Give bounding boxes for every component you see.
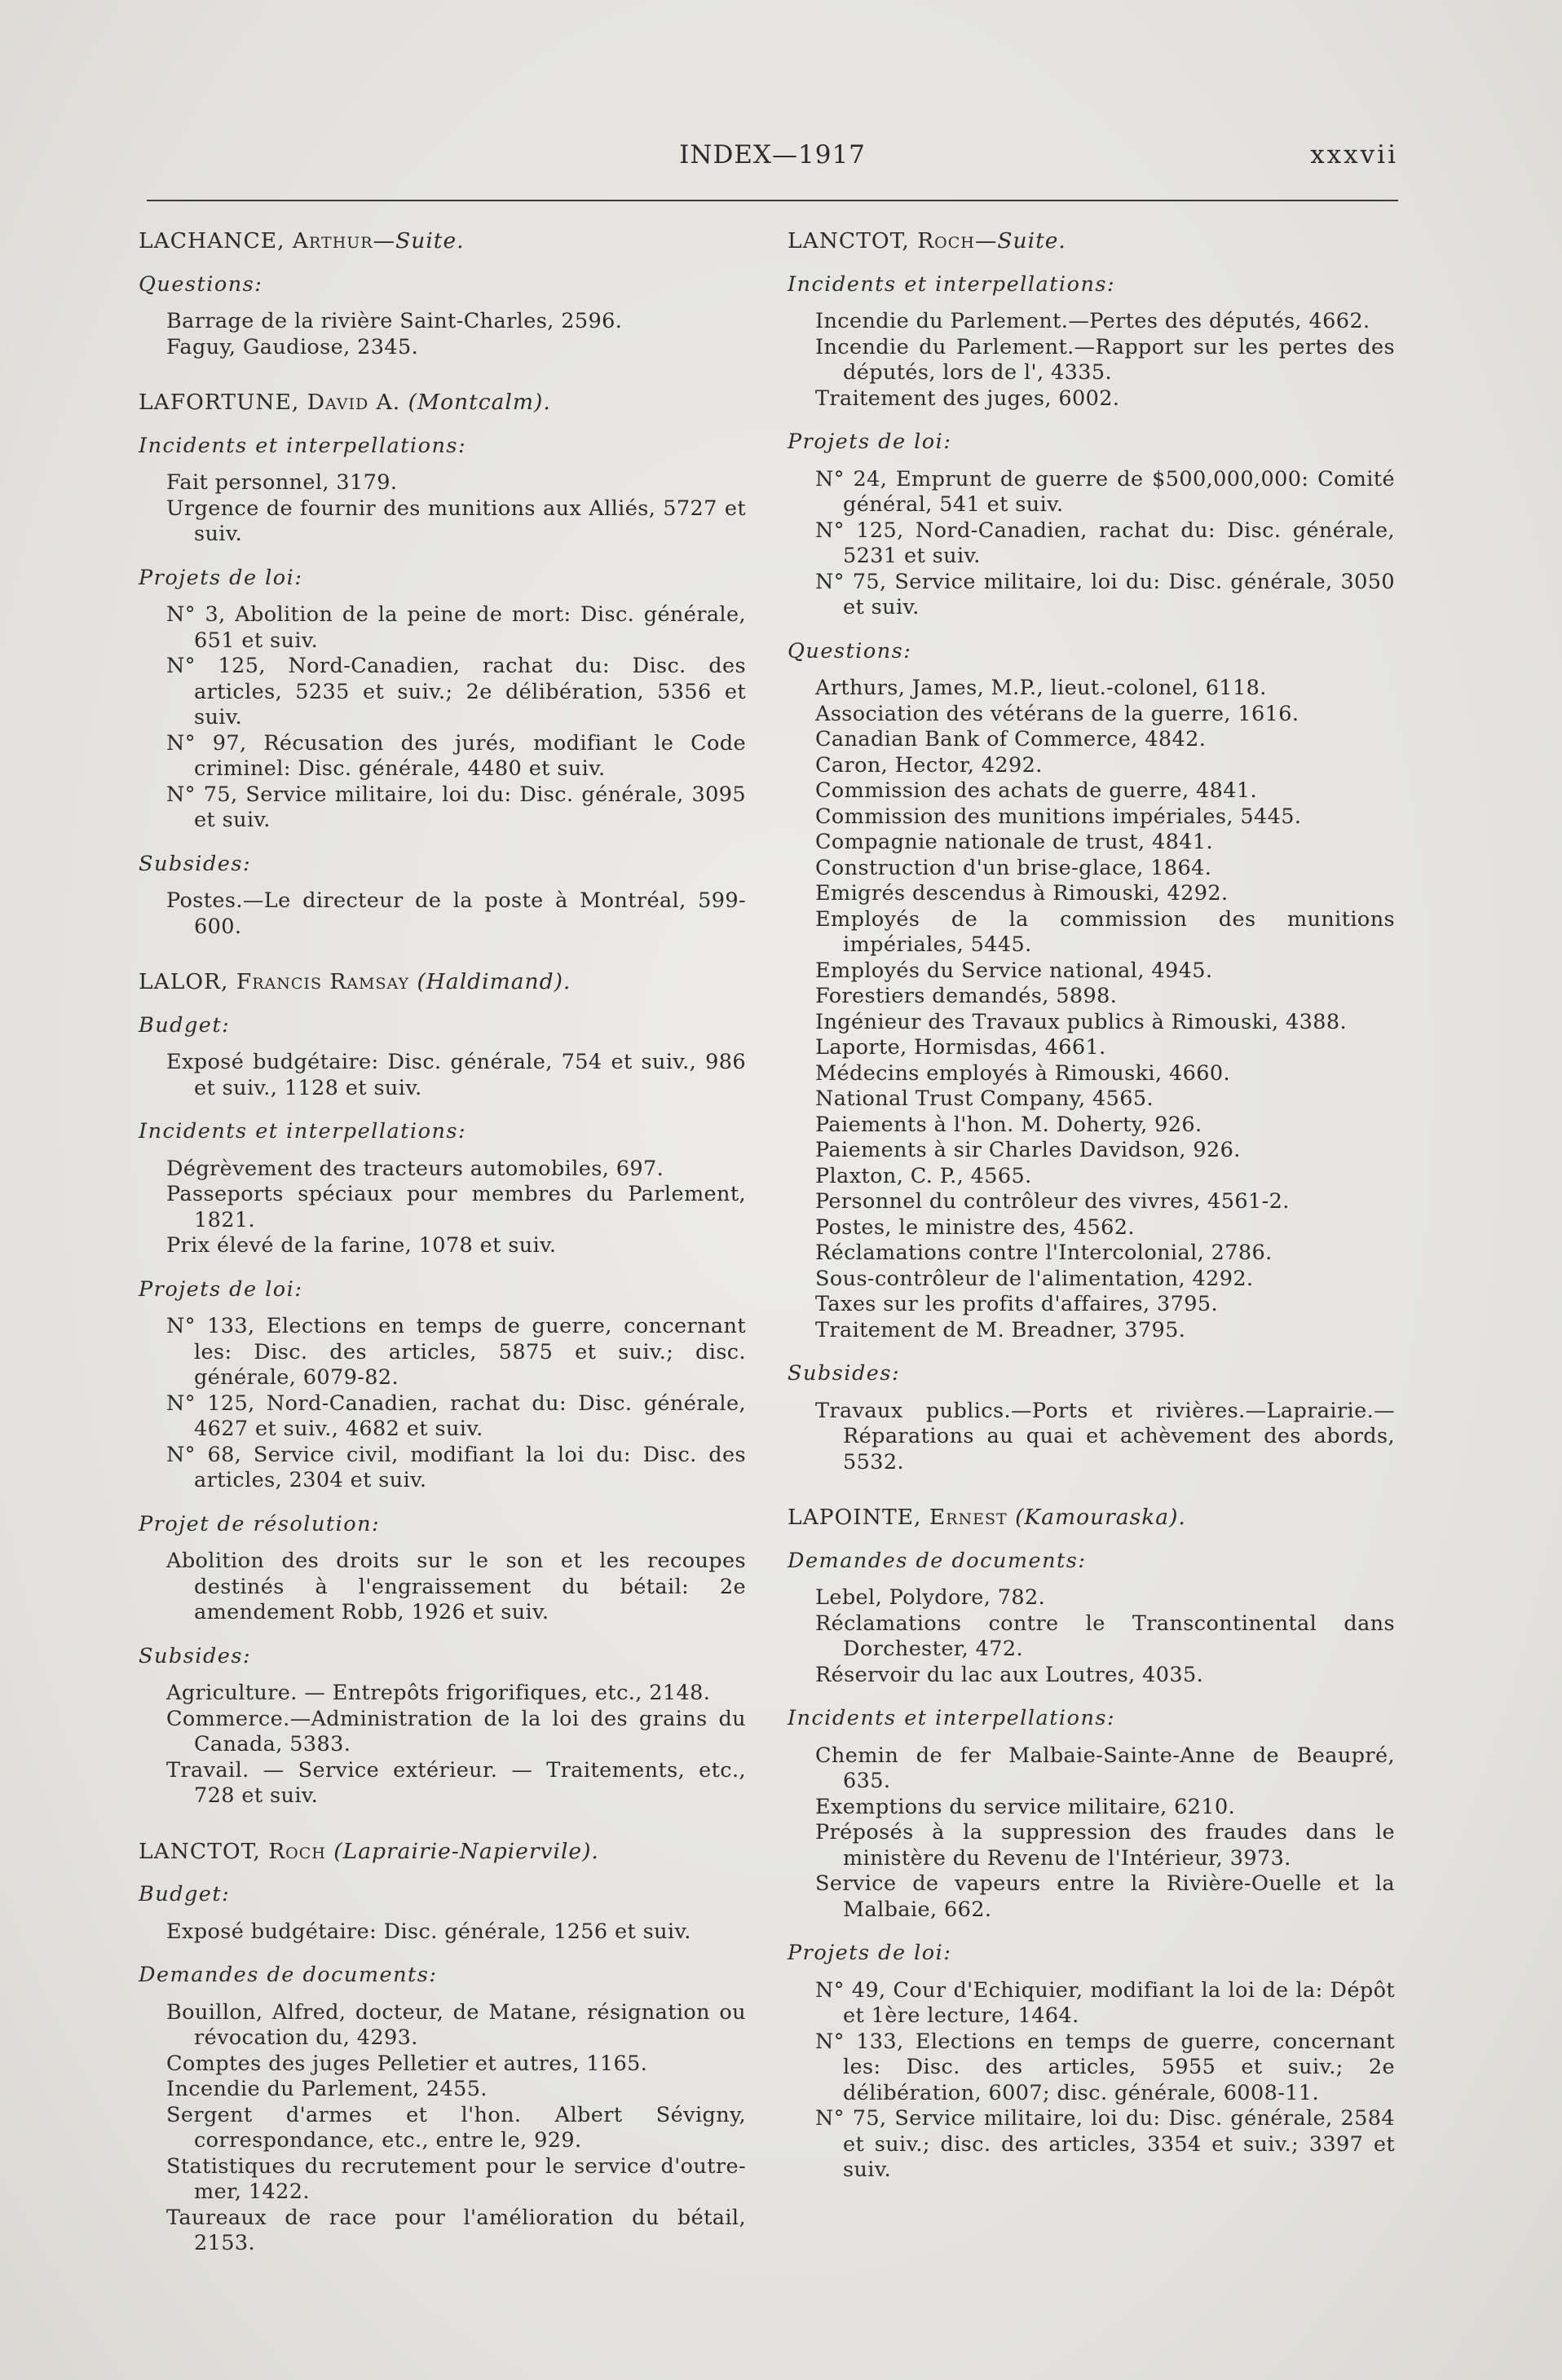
category-label: Budget: — [139, 1882, 231, 1906]
category-label: Demandes de documents: — [788, 1548, 1087, 1573]
index-entry: Paiements à l'hon. M. Doherty, 926. — [815, 1112, 1202, 1137]
index-entry: Paiements à sir Charles Davidson, 926. — [815, 1138, 1241, 1162]
index-entry: Urgence de fournir des munitions aux Alliés, 5727 et suiv. — [166, 496, 746, 546]
category-label: Projets de loi: — [139, 1276, 303, 1302]
index-entry: N° 133, Elections en temps de guerre, concernant les: Disc. des articles, 5955 et suiv.; 2e délibération, 6007; disc. générale, 6008-11. — [815, 2029, 1395, 2105]
index-entry: Taureaux de race pour l'amélioration du bétail, 2153. — [166, 2205, 746, 2255]
member-suffix: Suite. — [395, 228, 465, 253]
index-entry: N° 75, Service militaire, loi du: Disc. générale, 2584 et suiv.; disc. des articles, 3354 et suiv.; 3397 et suiv. — [815, 2106, 1395, 2182]
index-entry: Construction d'un brise-glace, 1864. — [815, 855, 1212, 880]
index-entry: Fait personnel, 3179. — [166, 470, 398, 495]
index-entry: Lebel, Polydore, 782. — [815, 1585, 1046, 1610]
index-entry: N° 68, Service civil, modifiant la loi du: Disc. des articles, 2304 et suiv. — [166, 1442, 746, 1492]
category-label: Questions: — [788, 638, 912, 663]
index-entry: Canadian Bank of Commerce, 4842. — [815, 727, 1207, 751]
category-label: Incidents et interpellations: — [139, 433, 467, 458]
right-column — [788, 228, 1395, 2184]
page-header — [147, 140, 1398, 181]
category-label: Incidents et interpellations: — [788, 1706, 1116, 1730]
index-entry: Agriculture. — Entrepôts frigorifiques, etc., 2148. — [166, 1681, 711, 1705]
category-label: Projets de loi: — [139, 565, 303, 590]
index-entry: Médecins employés à Rimouski, 4660. — [815, 1060, 1230, 1086]
category-label: Subsides: — [788, 1361, 901, 1386]
index-entry: Dégrèvement des tracteurs automobiles, 697. — [166, 1156, 664, 1181]
index-entry: Forestiers demandés, 5898. — [815, 984, 1118, 1008]
index-entry: N° 24, Emprunt de guerre de $500,000,000: Comité général, 541 et suiv. — [815, 466, 1395, 517]
index-entry: Prix élevé de la farine, 1078 et suiv. — [166, 1233, 557, 1258]
index-entry: Ingénieur des Travaux publics à Rimouski, 4388. — [815, 1009, 1348, 1034]
index-section — [139, 390, 746, 940]
index-entry: Incendie du Parlement, 2455. — [166, 2077, 488, 2101]
index-entry: Abolition des droits sur le son et les recoupes destinés à l'engraissement du bétail: 2e amendement Robb, 1926 et suiv. — [166, 1549, 746, 1624]
member-riding: (Montcalm). — [408, 390, 551, 415]
category-label: Projet de résolution: — [139, 1511, 381, 1536]
index-entry: Bouillon, Alfred, docteur, de Matane, résignation ou révocation du, 4293. — [166, 1999, 746, 2050]
index-entry: N° 49, Cour d'Echiquier, modifiant la loi de la: Dépôt et 1ère lecture, 1464. — [815, 1977, 1395, 2028]
index-entry: N° 97, Récusation des jurés, modifiant le Code criminel: Disc. générale, 4480 et suiv. — [166, 730, 746, 781]
index-section — [788, 228, 1395, 1475]
index-entry: Incendie du Parlement.—Pertes des députés, 4662. — [815, 309, 1370, 333]
index-entry: Sous-contrôleur de l'alimentation, 4292. — [815, 1266, 1254, 1291]
index-entry: Passeports spéciaux pour membres du Parlement, 1821. — [166, 1182, 746, 1232]
left-column — [139, 228, 746, 2257]
category-label: Projets de loi: — [788, 430, 952, 454]
index-entry: Traitement de M. Breadner, 3795. — [815, 1317, 1186, 1342]
member-heading — [139, 390, 746, 416]
index-entry: Faguy, Gaudiose, 2345. — [166, 334, 419, 359]
index-entry: Statistiques du recrutement pour le service d'outre-mer, 1422. — [166, 2153, 746, 2204]
member-riding: (Kamouraska). — [1015, 1505, 1186, 1530]
category-label: Incidents et interpellations: — [139, 1119, 467, 1144]
category-label: Subsides: — [139, 1643, 252, 1668]
category-label: Projets de loi: — [788, 1941, 952, 1965]
index-entry: Arthurs, James, M.P., lieut.-colonel, 6118. — [815, 676, 1267, 700]
index-entry: Sergent d'armes et l'hon. Albert Sévigny, correspondance, etc., entre le, 929. — [166, 2102, 746, 2153]
index-entry: Employés de la commission des munitions impériales, 5445. — [815, 906, 1395, 957]
index-entry: N° 125, Nord-Canadien, rachat du: Disc. des articles, 5235 et suiv.; 2e délibération, 5356 et suiv. — [166, 654, 746, 729]
index-section — [139, 228, 746, 360]
index-section — [139, 969, 746, 1809]
index-entry: Caron, Hector, 4292. — [815, 752, 1043, 778]
index-entry: Laporte, Hormisdas, 4661. — [815, 1035, 1106, 1060]
index-entry: Barrage de la rivière Saint-Charles, 2596. — [166, 309, 623, 333]
index-section — [788, 1505, 1395, 2184]
index-entry: Commerce.—Administration de la loi des grains du Canada, 5383. — [166, 1706, 746, 1756]
member-heading — [139, 969, 746, 995]
category-label: Subsides: — [139, 851, 252, 876]
index-entry: Exposé budgétaire: Disc. générale, 754 et suiv., 986 et suiv., 1128 et suiv. — [166, 1050, 746, 1100]
member-riding: (Haldimand). — [417, 969, 571, 994]
index-entry: N° 125, Nord-Canadien, rachat du: Disc. générale, 4627 et suiv., 4682 et suiv. — [166, 1391, 746, 1441]
index-entry: Réclamations contre le Transcontinental dans Dorchester, 472. — [815, 1611, 1395, 1661]
index-entry: Réclamations contre l'Intercolonial, 2786. — [815, 1241, 1273, 1265]
index-entry: N° 133, Elections en temps de guerre, concernant les: Disc. des articles, 5875 et suiv.; disc. générale, 6079-82. — [166, 1314, 746, 1390]
index-entry: Service de vapeurs entre la Rivière-Ouelle et la Malbaie, 662. — [815, 1871, 1395, 1922]
index-entry: Incendie du Parlement.—Rapport sur les pertes des députés, lors de l', 4335. — [815, 334, 1395, 385]
category-label: Demandes de documents: — [139, 1963, 438, 1987]
category-label: Budget: — [139, 1012, 231, 1038]
member-name: LANCTOT, Roch— — [788, 228, 998, 253]
index-entry: N° 3, Abolition de la peine de mort: Disc. générale, 651 et suiv. — [166, 602, 746, 653]
index-entry: Association des vétérans de la guerre, 1616. — [815, 701, 1299, 726]
index-entry: N° 75, Service militaire, loi du: Disc. générale, 3050 et suiv. — [815, 569, 1395, 619]
index-entry: Traitement des juges, 6002. — [815, 386, 1120, 411]
member-riding: (Laprairie-Napiervile). — [333, 1838, 599, 1864]
member-heading — [788, 1505, 1395, 1531]
member-heading — [139, 228, 746, 254]
index-entry: Exemptions du service militaire, 6210. — [815, 1794, 1236, 1819]
index-entry: Compagnie nationale de trust, 4841. — [815, 830, 1213, 854]
index-entry: Commission des achats de guerre, 4841. — [815, 778, 1257, 803]
index-entry: Emigrés descendus à Rimouski, 4292. — [815, 881, 1229, 906]
index-entry: Postes.—Le directeur de la poste à Montréal, 599-600. — [166, 888, 746, 939]
index-section — [139, 1839, 746, 2257]
member-suffix: Suite. — [997, 228, 1066, 253]
index-entry: Taxes sur les profits d'affaires, 3795. — [815, 1292, 1218, 1316]
index-entry: Réservoir du lac aux Loutres, 4035. — [815, 1662, 1204, 1687]
index-entry: Commission des munitions impériales, 5445. — [815, 804, 1302, 829]
index-entry: N° 125, Nord-Canadien, rachat du: Disc. générale, 5231 et suiv. — [815, 518, 1395, 568]
index-entry: Comptes des juges Pelletier et autres, 1165. — [166, 2051, 648, 2076]
member-heading — [788, 228, 1395, 254]
member-name: LANCTOT, Roch — [139, 1838, 334, 1864]
index-entry: Personnel du contrôleur des vivres, 4561-2. — [815, 1189, 1290, 1214]
index-entry: Travail. — Service extérieur. — Traitements, etc., 728 et suiv. — [166, 1757, 746, 1808]
member-name: LAFORTUNE, David A. — [139, 390, 408, 415]
member-name: LACHANCE, Arthur— — [139, 228, 396, 253]
category-label: Questions: — [139, 271, 263, 297]
index-entry: Chemin de fer Malbaie-Sainte-Anne de Beaupré, 635. — [815, 1743, 1395, 1793]
index-entry: N° 75, Service militaire, loi du: Disc. générale, 3095 et suiv. — [166, 782, 746, 832]
category-label: Incidents et interpellations: — [788, 271, 1116, 297]
index-entry: Postes, le ministre des, 4562. — [815, 1214, 1135, 1240]
member-name: LALOR, Francis Ramsay — [139, 969, 417, 994]
index-entry: National Trust Company, 4565. — [815, 1086, 1154, 1111]
member-heading — [139, 1839, 746, 1865]
page-number: xxxvii — [1310, 140, 1398, 170]
index-entry: Préposés à la suppression des fraudes dans le ministère du Revenu de l'Intérieur, 3973. — [815, 1820, 1395, 1871]
index-entry: Exposé budgétaire: Disc. générale, 1256 et suiv. — [166, 1919, 691, 1944]
header-rule — [147, 200, 1398, 201]
index-entry: Travaux publics.—Ports et rivières.—Laprairie.—Réparations au quai et achèvement des abords, 5532. — [815, 1398, 1395, 1474]
page-title: INDEX—1917 — [679, 140, 866, 170]
index-entry: Plaxton, C. P., 4565. — [815, 1163, 1032, 1188]
index-entry: Employés du Service national, 4945. — [815, 958, 1213, 983]
member-name: LAPOINTE, Ernest — [788, 1505, 1016, 1530]
